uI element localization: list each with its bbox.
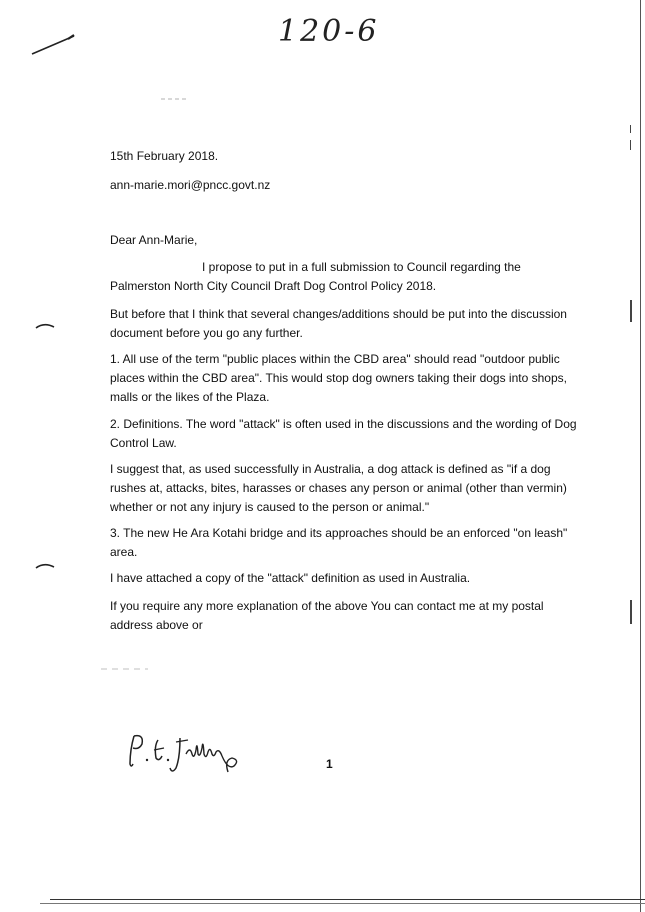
scan-mark <box>630 600 632 624</box>
letter-salutation: Dear Ann-Marie, <box>110 233 198 247</box>
letter-date: 15th February 2018. <box>110 149 219 163</box>
scan-mark <box>630 125 631 133</box>
list-item-2: 2. Definitions. The word "attack" is often used in the discussions and the wording of Dog Control Law. <box>110 417 577 450</box>
list-item-1: 1. All use of the term "public places within the CBD area" should read "outdoor public places within the CBD area". This would stop dog owners taking their dogs into shops, malls or the likes of the Plaza. <box>110 352 567 404</box>
paragraph-suggestion: I suggest that, as used successfully in Australia, a dog attack is defined as "if a dog rushes at, attacks, bites, harasses or chases any person or animal (other than vermin) whether or not any injury is caused to the person or animal." <box>110 462 567 514</box>
list-item-3: 3. The new He Ara Kotahi bridge and its approaches should be an enforced "on leash" area. <box>110 526 568 559</box>
letter-email: ann-marie.mori@pncc.govt.nz <box>110 178 271 192</box>
scan-mark <box>630 140 631 150</box>
scan-edge-right <box>640 0 641 912</box>
intro-line-1: I propose to put in a full submission to Council regarding the <box>202 260 521 274</box>
paragraph-changes: But before that I think that several changes/additions should be put into the discussion document before you go any further. <box>110 307 567 340</box>
handwritten-reference-number: 120-6 <box>278 14 380 49</box>
punch-hole-mark <box>34 320 56 332</box>
scan-edge-bottom-secondary <box>40 903 645 904</box>
punch-hole-mark <box>34 560 56 572</box>
scan-speck <box>160 96 190 102</box>
paragraph-attached: I have attached a copy of the "attack" definition as used in Australia. <box>110 571 471 585</box>
scan-speck <box>100 666 150 672</box>
page-number: 1 <box>326 757 333 771</box>
paragraph-contact: If you require any more explanation of the above You can contact me at my postal address above or <box>110 599 544 632</box>
handwritten-signature <box>124 730 254 780</box>
scan-mark <box>630 300 632 322</box>
intro-line-2: Palmerston North City Council Draft Dog Control Policy 2018. <box>110 279 437 293</box>
scan-edge-bottom <box>50 899 645 900</box>
pen-stroke-mark <box>28 30 78 60</box>
